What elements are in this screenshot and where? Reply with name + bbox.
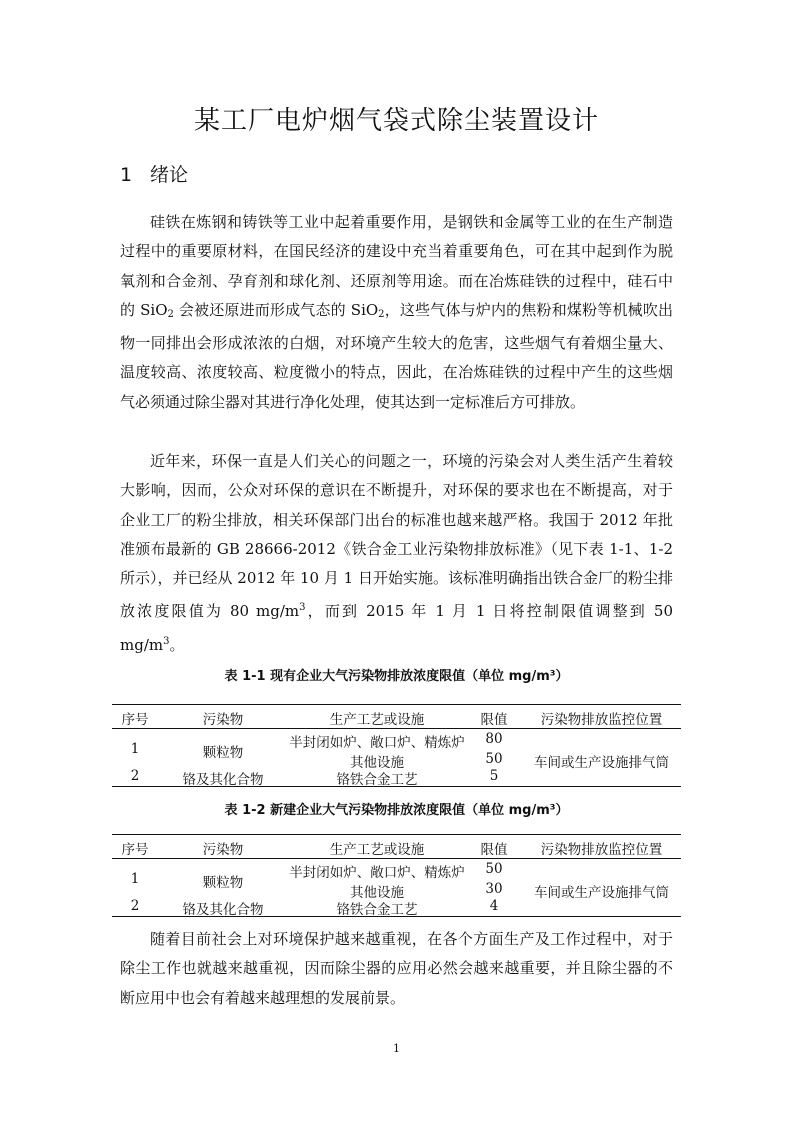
header-limit: 限值: [480, 842, 508, 858]
monitor-position: 车间或生产设施排气筒: [534, 885, 669, 901]
paragraph-2-text-b: ，而到 2015 年 1 月 1 日将控制限值调整到 50 mg/m: [120, 602, 673, 654]
row1-limit-a: 80: [485, 731, 503, 747]
row2-process: 铬铁合金工艺: [336, 772, 418, 788]
row2-process: 铬铁合金工艺: [336, 902, 418, 918]
header-position: 污染物排放监控位置: [540, 842, 663, 858]
table-top-rule: [112, 704, 681, 705]
row1-process-b: 其他设施: [350, 755, 404, 771]
row2-seq: 2: [130, 898, 140, 914]
header-pollutant: 污染物: [202, 712, 244, 728]
header-seq: 序号: [121, 712, 149, 728]
row2-pollutant: 铬及其化合物: [182, 772, 264, 788]
row1-process-a: 半封闭如炉、敞口炉、精炼炉: [289, 865, 465, 881]
header-process: 生产工艺或设施: [329, 842, 425, 858]
section-number: 1: [120, 164, 133, 186]
header-seq: 序号: [121, 842, 149, 858]
row1-limit-b: 30: [485, 881, 503, 897]
monitor-position: 车间或生产设施排气筒: [534, 755, 669, 771]
section-title: 绪论: [150, 164, 189, 186]
row2-limit: 5: [489, 768, 499, 784]
row1-seq: 1: [130, 741, 140, 757]
paragraph-2-text-a: 近年来，环保一直是人们关心的问题之一，环境的污染会对人类生活产生着较大影响，因而，公众对环保的意识在不断提升，对环保的要求也在不断提高，对于企业工厂的粉尘排放，相关环保部门出台的标准也越来越严格。我国于 2012 年批准颁布最新的 GB 28666-2012《铁合金工业污染物排放标准》（见下表 1-1、1-2 所示），并已经从 2012 年 10 月 1 日开始实施。该标准明确指出铁合金厂的粉尘排放浓度限值为 80 mg/m: [120, 452, 673, 621]
row2-pollutant: 铬及其化合物: [182, 902, 264, 918]
paragraph-1-text-a: 硅铁在炼钢和铸铁等工业中起着重要作用，是钢铁和金属等工业的在生产制造过程中的重要原材料，在国民经济的建设中充当着重要角色，可在其中起到作为脱氧剂和合金剂、孕育剂和球化剂、还原剂等用途。而在冶炼硅铁的过程中，硅石中的 SiO: [120, 213, 673, 319]
row2-limit: 4: [489, 898, 499, 914]
table-1-caption: 表 1-1 现有企业大气污染物排放浓度限值（单位 mg/m³）: [224, 669, 569, 684]
paragraph-3: 随着目前社会上对环境保护越来越重视，在各个方面生产及工作过程中，对于除尘工作也就越来越重视，因而除尘器的应用必然会越来越重要，并且除尘器的不断应用中也会有着越来越理想的发展前景。: [120, 930, 673, 1007]
paragraph-1: [120, 208, 673, 417]
page-number: 1: [393, 1042, 400, 1055]
row1-process-b: 其他设施: [350, 885, 404, 901]
section-heading: [120, 160, 188, 187]
paragraph-2: [120, 447, 673, 660]
subscript-2: 2: [167, 308, 174, 320]
row1-process-a: 半封闭如炉、敞口炉、精炼炉: [289, 735, 465, 751]
row1-limit-b: 50: [485, 751, 503, 767]
row1-pollutant: 颗粒物: [202, 745, 244, 761]
superscript-3: 3: [163, 635, 170, 647]
row2-seq: 2: [130, 768, 140, 784]
header-position: 污染物排放监控位置: [540, 712, 663, 728]
subscript-2: 2: [378, 308, 385, 320]
header-process: 生产工艺或设施: [329, 712, 425, 728]
table-top-rule: [112, 834, 681, 835]
row1-pollutant: 颗粒物: [202, 875, 244, 891]
paragraph-1-text-c: ，这些气体与炉内的焦粉和煤粉等机械吹出物一同排出会形成浓浓的白烟，对环境产生较大的危害，这些烟气有着烟尘量大、温度较高、浓度较高、粒度微小的特点，因此，在冶炼硅铁的过程中产生的这些烟气必须通过除尘器对其进行净化处理，使其达到一定标准后方可排放。: [120, 300, 673, 411]
header-limit: 限值: [480, 712, 508, 728]
document-title: 某工厂电炉烟气袋式除尘装置设计: [193, 106, 599, 136]
row1-limit-a: 50: [485, 861, 503, 877]
table-2-caption: 表 1-2 新建企业大气污染物排放浓度限值（单位 mg/m³）: [224, 803, 569, 818]
table-header-rule: [112, 728, 681, 729]
paragraph-1-text-b: 会被还原进而形成气态的 SiO: [173, 300, 379, 319]
table-header-rule: [112, 858, 681, 859]
superscript-3: 3: [299, 602, 306, 614]
header-pollutant: 污染物: [202, 842, 244, 858]
row1-seq: 1: [130, 871, 140, 887]
paragraph-2-text-c: 。: [169, 635, 185, 654]
